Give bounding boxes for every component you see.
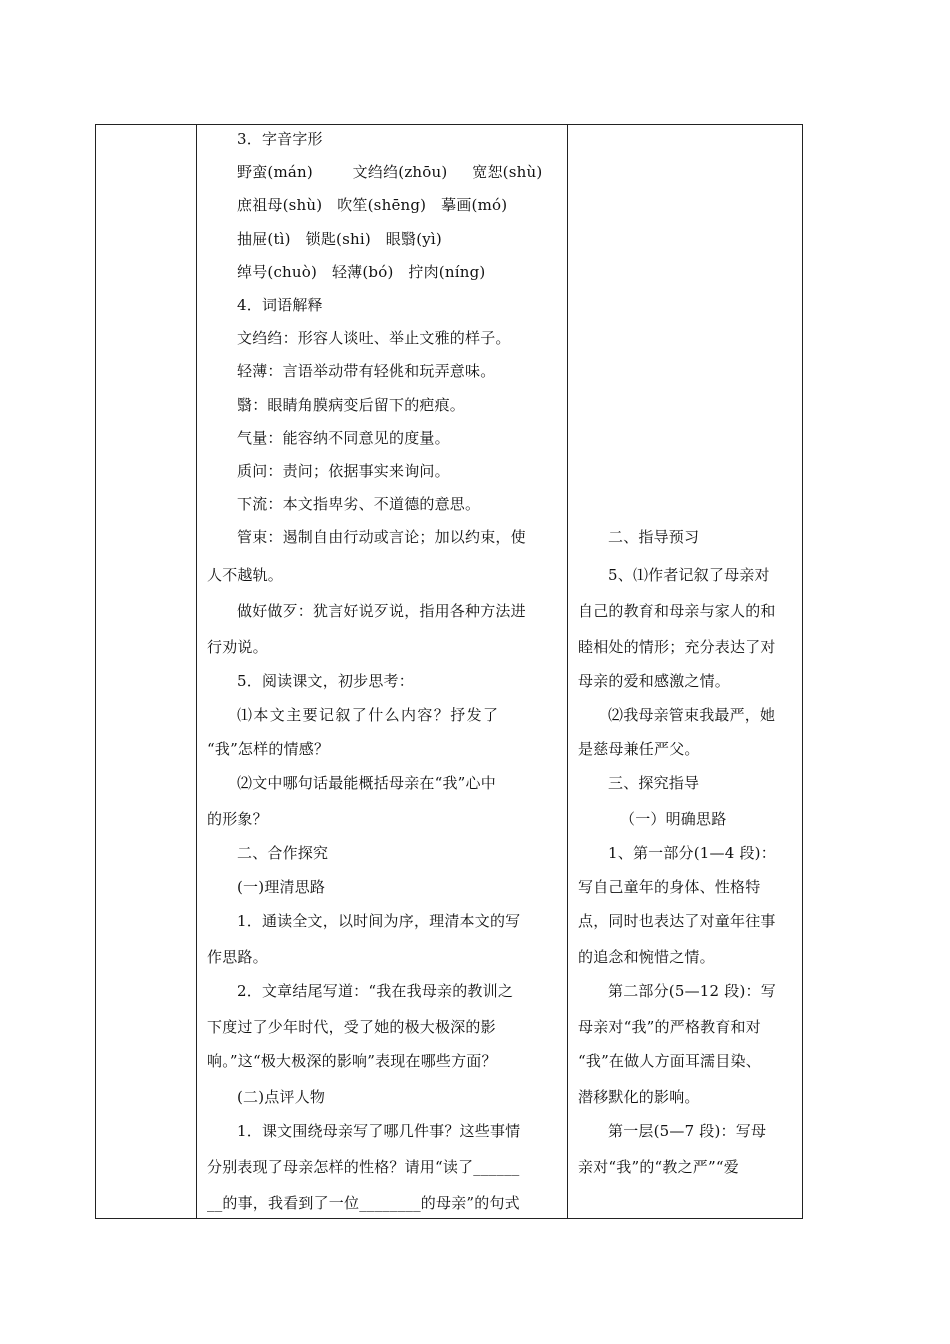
definition-line: 文绉绉：形容人谈吐、举止文雅的样子。	[237, 329, 511, 347]
definition-line: 人不越轨。	[207, 566, 284, 584]
section-heading: 5．阅读课文，初步思考：	[237, 672, 414, 690]
left-empty-cell	[96, 125, 196, 1218]
answer-line: 睦相处的情形；充分表达了对	[578, 638, 776, 656]
answer-line: 母亲的爱和感激之情。	[578, 672, 731, 690]
subsection-heading: (二)点评人物	[237, 1088, 326, 1106]
subsection-heading: (一)理清思路	[237, 878, 326, 896]
definition-line: 质问：责问；依据事实来询问。	[237, 462, 450, 480]
section-heading: 3．字音字形	[237, 130, 323, 148]
answer-line: 自己的教育和母亲与家人的和	[578, 602, 776, 620]
section-heading: 三、探究指导	[608, 774, 700, 792]
answer-line: 点，同时也表达了对童年往事	[578, 912, 776, 930]
task-line: 分别表现了母亲怎样的性格？请用“读了______	[207, 1158, 520, 1176]
pronunciation-line: 绰号(chuò) 轻薄(bó) 拧肉(níng)	[237, 263, 486, 281]
task-line: 2．文章结尾写道：“我在我母亲的教训之	[237, 982, 514, 1000]
task-line: 作思路。	[207, 948, 268, 966]
task-line: 1．通读全文，以时间为序，理清本文的写	[237, 912, 521, 930]
task-line: 响。”这“极大极深的影响”表现在哪些方面？	[207, 1052, 497, 1070]
pronunciation-line: 庶祖母(shù) 吹笙(shēng) 摹画(mó)	[237, 196, 508, 214]
section-heading: 4．词语解释	[237, 296, 323, 314]
definition-line: 轻薄：言语举动带有轻佻和玩弄意味。	[237, 362, 496, 380]
answer-line: 1、第一部分(1—4 段)：	[608, 844, 776, 862]
lesson-table	[95, 124, 803, 1219]
answer-line: 亲对“我”的“教之严”“爱	[578, 1158, 739, 1176]
definition-line: 行劝说。	[207, 638, 268, 656]
definition-line: 下流：本文指卑劣、不道德的意思。	[237, 495, 481, 513]
section-heading: 二、合作探究	[237, 844, 329, 862]
answer-line: 母亲对“我”的严格教育和对	[578, 1018, 761, 1036]
answer-line: 5、⑴作者记叙了母亲对	[608, 566, 770, 584]
question-line: “我”怎样的情感？	[207, 740, 330, 758]
answer-line: 是慈母兼任严父。	[578, 740, 700, 758]
question-line: ⑴本文主要记叙了什么内容？抒发了	[237, 706, 500, 724]
question-line: 的形象？	[207, 810, 268, 828]
activity-column	[197, 125, 567, 1218]
guidance-column	[568, 125, 803, 1218]
pronunciation-line: 野蛮(mán) 文绉绉(zhōu) 宽恕(shù)	[237, 163, 543, 181]
task-line: 下度过了少年时代，受了她的极大极深的影	[207, 1018, 496, 1036]
answer-line: ⑵我母亲管束我最严，她	[608, 706, 776, 724]
task-line: __的事，我看到了一位________的母亲”的句式	[207, 1194, 520, 1212]
task-line: 1．课文围绕母亲写了哪几件事？这些事情	[237, 1122, 521, 1140]
answer-line: 写自己童年的身体、性格特	[578, 878, 761, 896]
answer-line: 的追念和惋惜之情。	[578, 948, 715, 966]
answer-line: 第二部分(5—12 段)：写	[608, 982, 776, 1000]
definition-line: 翳：眼睛角膜病变后留下的疤痕。	[237, 396, 466, 414]
section-heading: 二、指导预习	[608, 528, 700, 546]
answer-line: 第一层(5—7 段)：写母	[608, 1122, 767, 1140]
definition-line: 气量：能容纳不同意见的度量。	[237, 429, 450, 447]
question-line: ⑵文中哪句话最能概括母亲在“我”心中	[237, 774, 496, 792]
definition-line: 做好做歹：犹言好说歹说，指用各种方法进	[237, 602, 526, 620]
pronunciation-line: 抽屉(tì) 锁匙(shi) 眼翳(yì)	[237, 230, 442, 248]
answer-line: 潜移默化的影响。	[578, 1088, 700, 1106]
answer-line: “我”在做人方面耳濡目染、	[578, 1052, 761, 1070]
definition-line: 管束：遏制自由行动或言论；加以约束，使	[237, 528, 526, 546]
subsection-heading: （一）明确思路	[620, 810, 727, 828]
